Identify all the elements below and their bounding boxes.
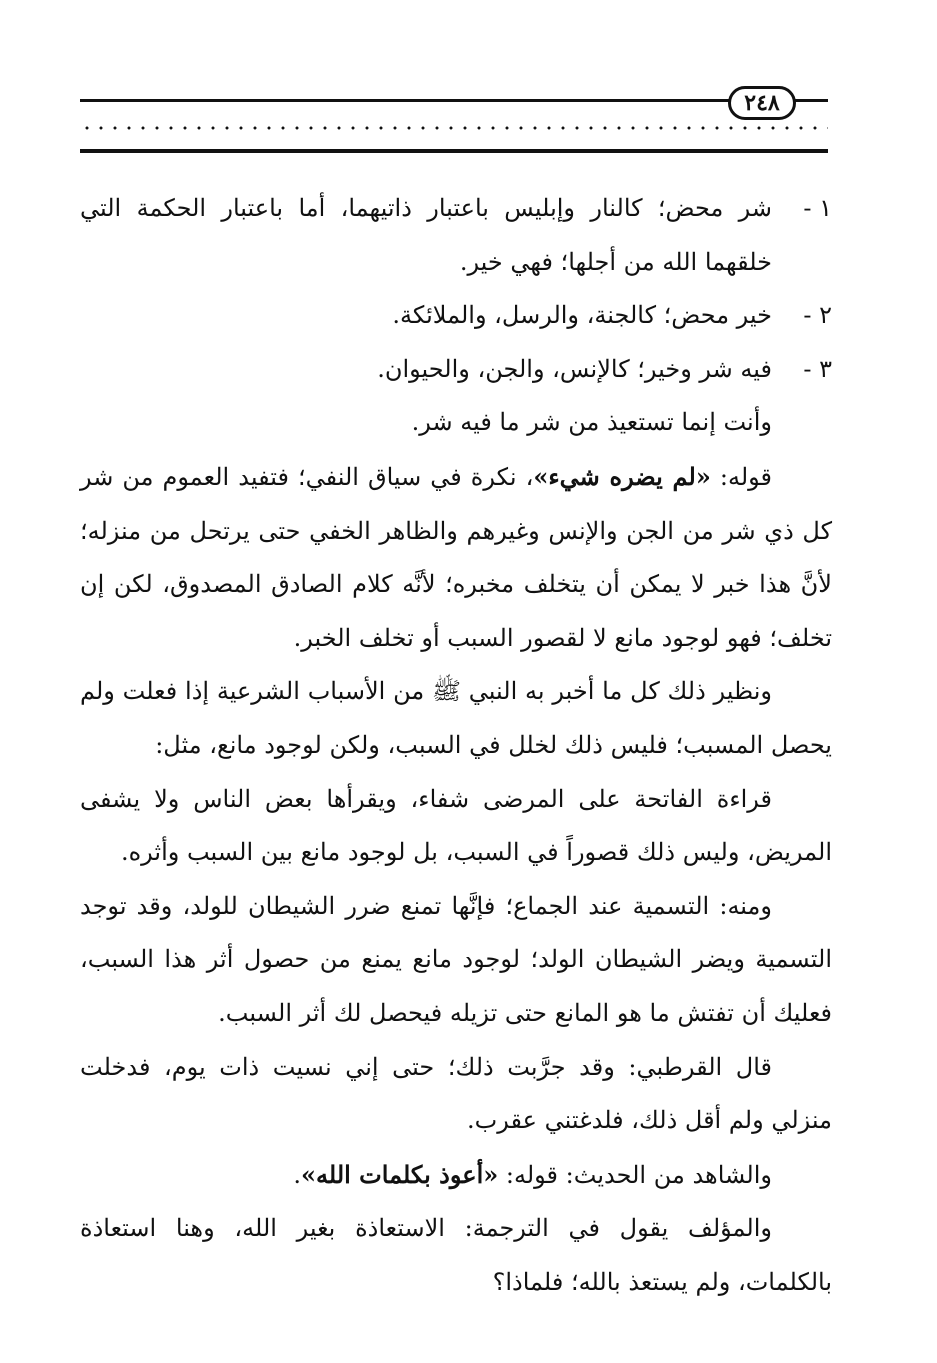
dotted-divider: [80, 124, 828, 132]
paragraph: [80, 450, 832, 665]
paragraph: ومنه: التسمية عند الجماع؛ فإنَّها تمنع ضرر الشيطان للولد، وقد توجد التسمية ويضر الشيطان الولد؛ لوجود مانع يمنع من حصول أثر هذا السبب، فعليك أن تفتش ما هو المانع حتى تزيله فيحصل لك أثر السبب.: [80, 891, 832, 1027]
list-item-text: خير محض؛ كالجنة، والرسل، والملائكة.: [392, 301, 772, 330]
list-item: [80, 289, 832, 343]
paragraph: وأنت إنما تستعيذ من شر ما فيه شر.: [411, 408, 772, 437]
list-item-text: فيه شر وخير؛ كالإنس، والجن، والحيوان.: [377, 354, 772, 383]
paragraph: قراءة الفاتحة على المرضى شفاء، ويقرأها بعض الناس ولا يشفى المريض، وليس ذلك قصوراً في السبب، بل لوجود مانع بين السبب وأثره.: [80, 784, 832, 867]
paragraph: ونظير ذلك كل ما أخبر به النبي ﷺ من الأسباب الشرعية إذا فعلت ولم يحصل المسبب؛ فليس ذلك لخلل في السبب، ولكن لوجود مانع، مثل:: [80, 677, 832, 759]
list-item: [80, 182, 832, 289]
paragraph: [80, 1148, 832, 1203]
paragraph: قال القرطبي: وقد جرَّبت ذلك؛ حتى إني نسيت ذات يوم، فدخلت منزلي ولم أقل ذلك، فلدغتني عقرب.: [80, 1052, 832, 1135]
hadith-quote: «أعوذ بكلمات الله»: [301, 1159, 499, 1189]
page-body: [80, 182, 832, 1309]
list-item-number: ٣ -: [803, 354, 832, 383]
paragraph-end: .: [293, 1160, 302, 1189]
page-header: [0, 0, 937, 160]
list-item: [80, 343, 832, 397]
page-number: ٢٤٨: [728, 86, 796, 120]
header-rule: [80, 99, 730, 102]
paragraph: والمؤلف يقول في الترجمة: الاستعاذة بغير الله، وهنا استعاذة بالكلمات، ولم يستعذ بالله؛ فلماذا؟: [80, 1214, 832, 1296]
hadith-quote: «لم يضره شيء»: [533, 461, 711, 491]
header-bottom-rule: [80, 149, 828, 153]
paragraph-lead: والشاهد من الحديث: قوله:: [498, 1160, 772, 1189]
list-item-number: ١ -: [803, 194, 832, 222]
paragraph-text: ، نكرة في سياق النفي؛ فتفيد العموم من شر كل ذي شر من الجن والإنس وغيرهم والظاهر الخفي حتى يرتحل من منزله؛ لأنَّ هذا خبر لا يمكن أن يتخلف مخبره؛ لأنَّه كلام الصادق المصدوق، لكن إن تخلف؛ فهو لوجود مانع لا لقصور السبب أو تخلف الخبر.: [80, 462, 832, 652]
paragraph-lead: قوله:: [710, 462, 773, 491]
list-item-text: شر محض؛ كالنار وإبليس باعتبار ذاتيهما، أما باعتبار الحكمة التي خلقهما الله من أجلها؛ فهي خير.: [80, 194, 772, 276]
list-item-number: ٢ -: [803, 301, 832, 330]
